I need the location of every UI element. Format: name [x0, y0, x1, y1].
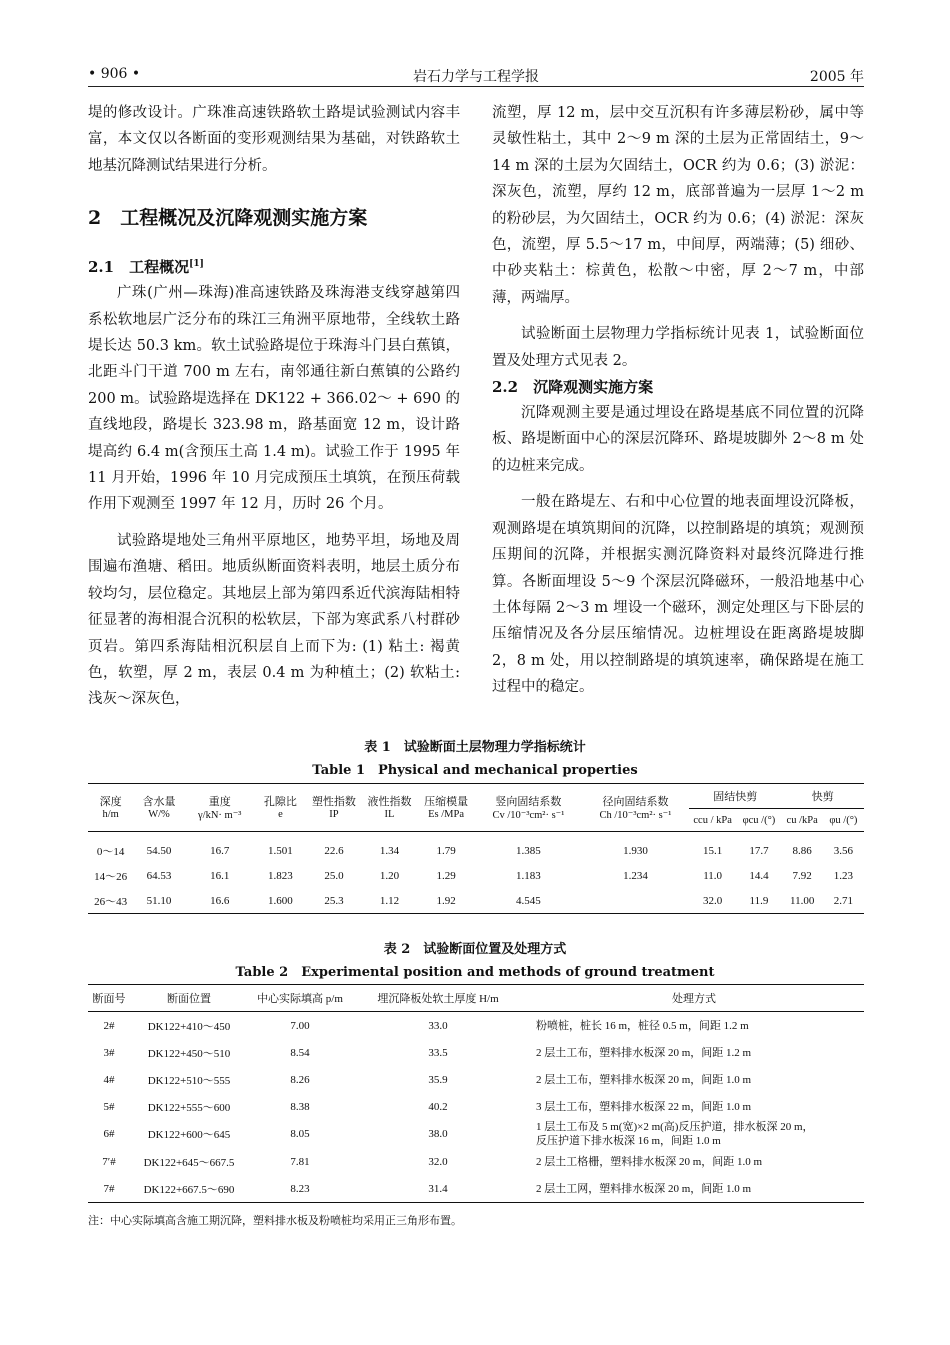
table-unit: Ch /10⁻³cm²· s⁻¹: [582, 809, 689, 832]
table-cell: DK122+667.5～690: [130, 1175, 248, 1203]
table-cell: 1.79: [436, 844, 456, 857]
table-cell: 14.4: [749, 869, 769, 882]
table-cell: [582, 888, 689, 914]
table-cell: 33.0: [428, 1019, 448, 1032]
table-unit: W/%: [133, 809, 184, 832]
table-header: 处理方式: [524, 985, 864, 1012]
table-cell: 8.05: [290, 1128, 310, 1140]
table-header: 液性指数: [362, 784, 418, 809]
table-cell: 3 层土工布，塑料排水板深 22 m，间距 1.0 m: [536, 1100, 752, 1113]
table-cell: DK122+510～555: [147, 1074, 231, 1087]
subsection-heading: 2.2 沉降观测实施方案: [492, 378, 654, 397]
table-unit: γ/kN· m⁻³: [185, 809, 255, 832]
table-header: 断面号: [88, 985, 130, 1012]
table-row: [88, 832, 864, 864]
table-cell: 32.0: [689, 888, 736, 914]
table-cell: 2.71: [823, 888, 864, 914]
table-cell: DK122+450～510: [147, 1047, 231, 1060]
paragraph: 试验断面土层物理力学指标统计见表 1，试验断面位置及处理方式见表 2。: [492, 326, 864, 369]
table-header: 深度: [88, 784, 133, 809]
table-unit: e: [255, 809, 306, 832]
running-header: [88, 64, 864, 87]
table-unit: IL: [362, 809, 418, 832]
table-cell: 35.9: [428, 1073, 448, 1086]
table-cell: DK122+600～645: [147, 1129, 231, 1141]
paragraph: 流塑，厚 12 m，层中交互沉积有许多薄层粉砂，属中等灵敏性粘土，其中 2～9 m 深的土层为正常固结土，9～14 m 深的土层为欠固结土，OCR 约为 0.6；(3) 淤泥：深灰色，流塑，厚约 12 m，底部普遍为一层厚 1～2 m 的粉砂层，为欠固结土，OCR 约为 0.6；(4) 淤泥：深灰色，流塑，厚 5.5～17 m，中间厚，两端薄；(5) 细砂、中砂夹粘土：棕黄色，松散～中密，厚 2～7 m，中部薄，两端厚。: [492, 105, 864, 306]
table-subheader: φu /(°): [823, 809, 864, 832]
table2: [88, 984, 864, 1203]
table-cell: 51.10: [133, 888, 184, 914]
table-row: [88, 863, 864, 888]
paragraph: 广珠(广州—珠海)准高速铁路及珠海港支线穿越第四系松软地层广泛分布的珠江三角洲平原地带，全线软土路堤长达 50.3 km。软土试验路堤位于珠海斗门县白蕉镇，北距斗门干道 700 m 左右，南邻通往新白蕉镇的公路约 200 m。试验路堤选择在 DK122 + 366.02～ + 690 的直线地段，路堤长 323.98 m，路基面宽 12 m，设计路堤高约 6.4 m(含预压土高 1.4 m)。试验工作于 1995 年 11 月开始，1996 年 10 月完成预压土填筑，在预压荷载作用下观测至 1997 年 12 月，历时 26 个月。: [88, 285, 460, 513]
table-cell: 粉喷桩，桩长 16 m，桩径 0.5 m，间距 1.2 m: [536, 1019, 749, 1032]
table-cell: 6#: [103, 1128, 115, 1140]
table-cell: 32.0: [428, 1155, 448, 1168]
journal-name: 岩石力学与工程学报: [413, 69, 539, 85]
right-column: [492, 100, 864, 701]
table-row: [88, 888, 864, 914]
table-cell: 8.54: [290, 1046, 310, 1059]
table-cell: 2 层土工布，塑料排水板深 20 m，间距 1.0 m: [536, 1073, 752, 1086]
table-cell: 11.9: [736, 888, 781, 914]
table-row: [88, 1012, 864, 1040]
table-cell: 2 层土工布，塑料排水板深 20 m，间距 1.2 m: [536, 1046, 752, 1059]
paragraph: 试验路堤地处三角州平原地区，地势平坦，场地及周围遍布渔塘、稻田。地质纵断面资料表明，地层土质分布较均匀，层位稳定。其地层上部为第四系近代滨海陆相特征显著的海相混合沉积的松软层，下部为寒武系八村群砂页岩。第四系海陆相沉积层自上而下为: (1) 粘土: 褐黄色，软塑，厚 2 m，表层 0.4 m 为种植土；(2) 软粘土: 浅灰～深灰色，: [88, 532, 460, 708]
table-cell: 3#: [103, 1046, 115, 1059]
table-header: 断面位置: [130, 985, 248, 1012]
table-cell: 7.81: [290, 1155, 310, 1168]
table-cell: 11.0: [703, 869, 723, 882]
table-cell: 1.823: [268, 869, 293, 882]
table-cell: 25.3: [306, 888, 362, 914]
section-heading: 2 工程概况及沉降观测实施方案: [88, 207, 368, 230]
table-header: 塑性指数: [306, 784, 362, 809]
table-subheader: cu /kPa: [782, 809, 823, 832]
table-cell: 1.385: [516, 844, 541, 857]
table-row: [88, 1039, 864, 1066]
table-cell: 7.92: [792, 869, 812, 882]
table-cell: 1 层土工布及 5 m(宽)×2 m(高)反压护道，排水板深 20 m，反压护道下排水板深 16 m，间距 1.0 m: [536, 1121, 814, 1147]
table-cell: 22.6: [324, 844, 344, 857]
table-cell: 3.56: [833, 844, 853, 857]
table-cell: 64.53: [146, 869, 172, 882]
table-cell: DK122+555～600: [147, 1101, 231, 1114]
table-cell: 5#: [103, 1100, 115, 1113]
table-cell: 16.6: [185, 888, 255, 914]
table-header: 压缩模量: [417, 784, 475, 809]
table-cell: 7.00: [290, 1019, 310, 1032]
table1-caption-en: Table 1 Physical and mechanical properties: [312, 763, 638, 778]
table-unit: IP: [306, 809, 362, 832]
paragraph: 一般在路堤左、右和中心位置的地表面埋设沉降板，观测路堤在填筑期间的沉降，以控制路堤的填筑；观测预压期间的沉降，并根据实测沉降资料对最终沉降进行推算。各断面埋设 5～9 个深层沉降磁环，一般沿地基中心土体每隔 2～3 m 埋设一个磁环，测定处理区与下卧层的压缩情况及各分层压缩情况。边桩埋设在距离路堤坡脚 2，8 m 处，用以控制路堤的填筑速率，确保路堤在施工过程中的稳定。: [492, 494, 864, 696]
table-cell: DK122+645～667.5: [143, 1156, 235, 1169]
table-row: [88, 1175, 864, 1203]
table-cell: 0～14: [96, 845, 125, 858]
table1-caption-cn: 表 1 试验断面土层物理力学指标统计: [364, 740, 586, 755]
table-cell: 4#: [103, 1073, 115, 1086]
table-row: [88, 1093, 864, 1120]
table-cell: 1.92: [417, 888, 475, 914]
table-cell: 54.50: [146, 844, 172, 857]
table-cell: 8.86: [792, 844, 812, 857]
table-header: 重度: [185, 784, 255, 809]
subsection-heading: [88, 251, 460, 280]
table-cell: 17.7: [749, 844, 769, 857]
table-subheader: φcu /(°): [736, 809, 781, 832]
citation-ref: [1]: [189, 259, 204, 270]
table2-caption-cn: 表 2 试验断面位置及处理方式: [383, 942, 567, 957]
table-cell: 1.930: [623, 844, 648, 857]
table-header: 径向固结系数: [582, 784, 689, 809]
table-cell: 1.183: [516, 869, 541, 882]
table-cell: 2 层土工网，塑料排水板深 20 m，间距 1.0 m: [524, 1175, 864, 1203]
table-header: 孔隙比: [255, 784, 306, 809]
table-cell: 1.20: [379, 869, 400, 882]
table-cell: 8.26: [290, 1073, 310, 1086]
table-header: 埋沉降板处软土厚度 H/m: [352, 985, 524, 1012]
table-header: 竖向固结系数: [475, 784, 582, 809]
table-cell: 2#: [103, 1019, 115, 1032]
table-cell: 1.34: [379, 844, 400, 857]
table-header: 含水量: [133, 784, 184, 809]
paragraph: 堤的修改设计。广珠准高速铁路软土路堤试验测试内容丰富，本文仅以各断面的变形观测结果为基础，对铁路软土地基沉降测试结果进行分析。: [88, 105, 460, 174]
table1: [88, 783, 864, 914]
table-row: [88, 1148, 864, 1175]
table-cell: 7#: [88, 1175, 130, 1203]
year: 2005 年: [809, 69, 864, 85]
table-header: 固结快剪: [689, 784, 782, 809]
table-cell: 1.600: [255, 888, 306, 914]
table-cell: 1.29: [436, 869, 456, 882]
table-cell: 26～43: [88, 888, 133, 914]
table-cell: 15.1: [703, 844, 723, 857]
table-cell: 1.234: [623, 869, 648, 882]
table-cell: DK122+410～450: [147, 1020, 231, 1033]
table-cell: 7′#: [102, 1155, 116, 1168]
table-cell: 11.00: [782, 888, 823, 914]
table-cell: 4.545: [475, 888, 582, 914]
table-cell: 16.1: [210, 869, 230, 882]
table-subheader: ccu / kPa: [689, 809, 736, 832]
table-unit: Es /MPa: [417, 809, 475, 832]
table-cell: 31.4: [352, 1175, 524, 1203]
table-cell: 38.0: [428, 1128, 448, 1140]
table-cell: 40.2: [428, 1100, 448, 1113]
table-cell: 8.23: [248, 1175, 352, 1203]
table-row: [88, 1120, 864, 1148]
table-header: 中心实际填高 p/m: [248, 985, 352, 1012]
table-header: 快剪: [782, 784, 864, 809]
table-cell: 25.0: [324, 869, 344, 882]
table-cell: 14～26: [94, 870, 128, 883]
table2-caption-en: Table 2 Experimental position and methods of ground treatment: [235, 965, 715, 980]
subsection-title: 2.1 工程概况: [88, 258, 190, 277]
table-unit: Cv /10⁻³cm²· s⁻¹: [475, 809, 582, 832]
table-cell: 16.7: [210, 844, 230, 857]
left-column: [88, 100, 460, 713]
table-cell: 2 层土工格栅，塑料排水板深 20 m，间距 1.0 m: [536, 1155, 763, 1168]
table-cell: 33.5: [428, 1046, 448, 1059]
table-row: [88, 1066, 864, 1093]
page-number: • 906 •: [88, 66, 141, 82]
paragraph: 沉降观测主要是通过埋设在路堤基底不同位置的沉降板、路堤断面中心的深层沉降环、路堤坡脚外 2～8 m 处的边桩来完成。: [492, 405, 864, 474]
table-cell: 1.12: [362, 888, 418, 914]
table-unit: h/m: [88, 809, 133, 832]
table-cell: 1.23: [833, 869, 853, 882]
table-cell: 8.38: [290, 1100, 310, 1113]
table-cell: 1.501: [268, 844, 293, 857]
table2-note: 注：中心实际填高含施工期沉降，塑料排水板及粉喷桩均采用正三角形布置。: [88, 1214, 462, 1227]
